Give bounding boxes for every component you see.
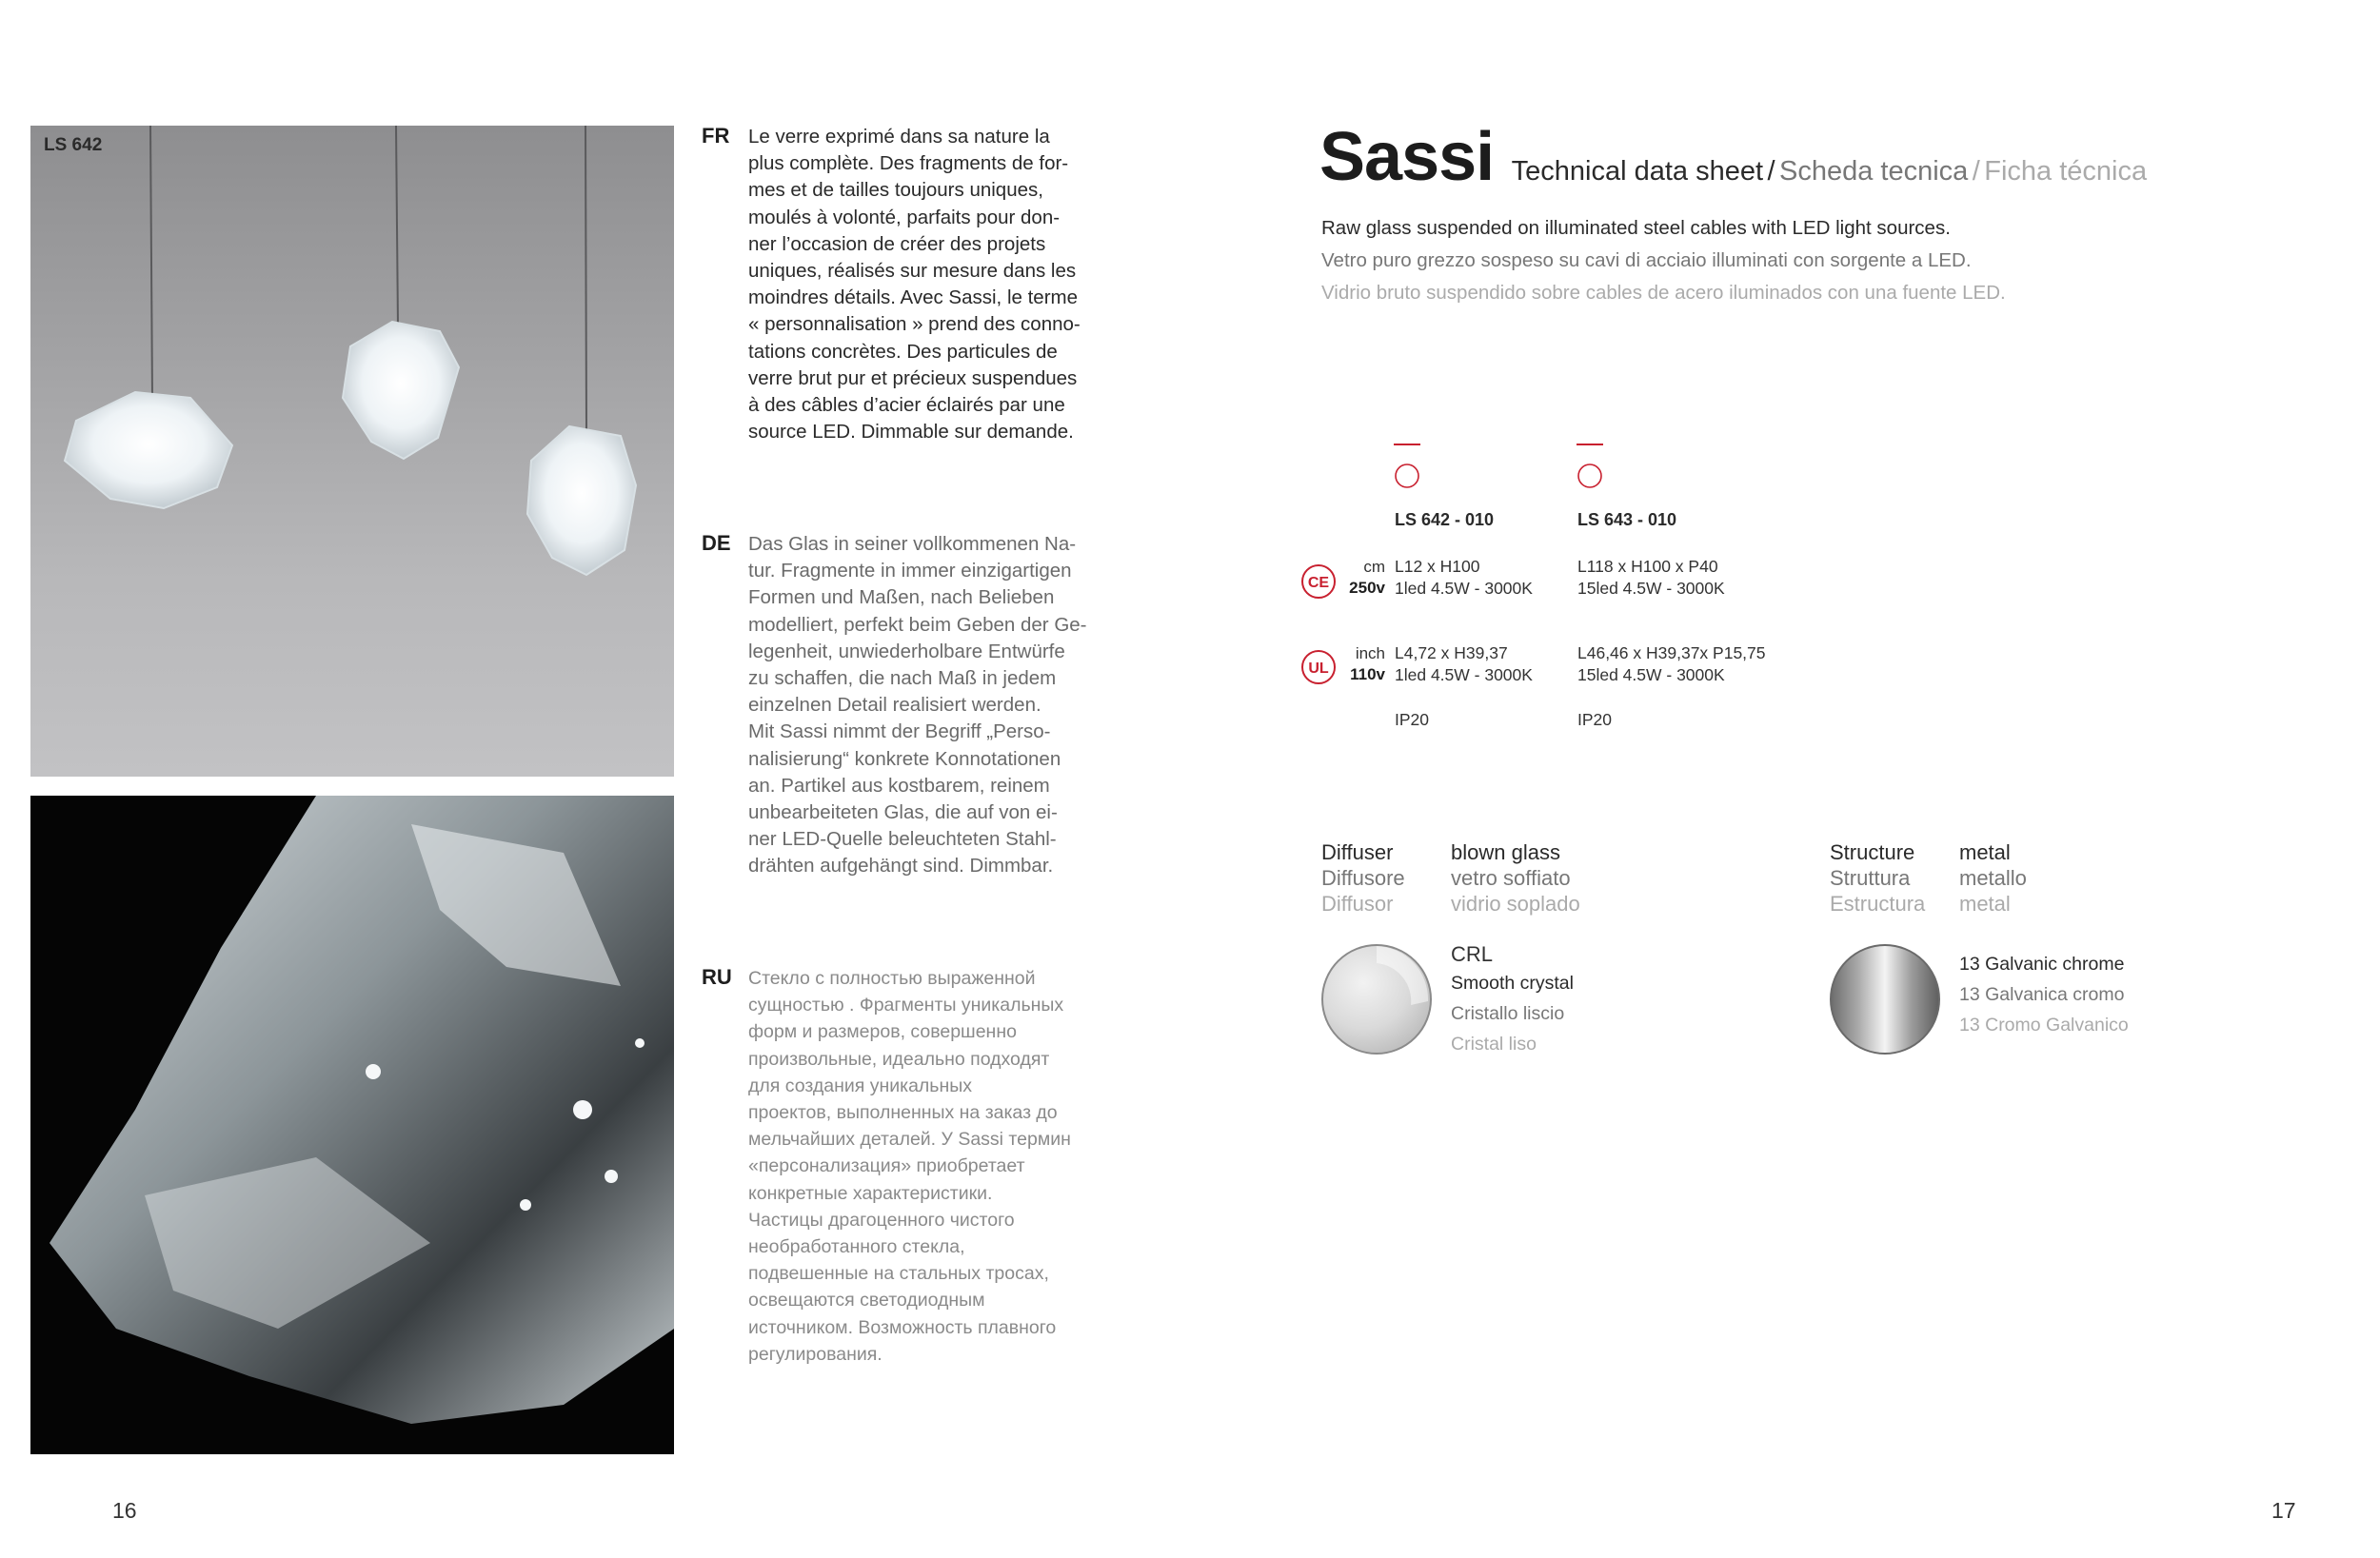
paragraph-ru (748, 965, 1110, 1368)
description-en: Raw glass suspended on illuminated steel cables with LED light sources. (1321, 217, 1951, 239)
spec-642-cm-dims: L12 x H100 (1395, 557, 1480, 576)
ul-voltage: 110v (1350, 665, 1385, 683)
spec-643-inch-led: 15led 4.5W - 3000K (1577, 665, 1725, 684)
spec-642-inch (1395, 642, 1533, 686)
paragraph-ru-line: Частицы драгоценного чистого (748, 1209, 1015, 1231)
bubble-2 (605, 1170, 618, 1183)
glass-stone-2 (343, 322, 459, 459)
ip-rating-643: IP20 (1577, 710, 1612, 729)
description-it: Vetro puro grezzo sospeso su cavi di acciaio illuminati con sorgente a LED. (1321, 249, 1972, 271)
paragraph-ru-line: регулирования. (748, 1343, 883, 1365)
diffuser-value-es: vidrio soplado (1451, 892, 1580, 916)
paragraph-ru-line: подвешенные на стальных тросах, (748, 1263, 1049, 1285)
spec-642-cm (1395, 556, 1533, 600)
paragraph-ru-line: Стекло с полностью выраженной (748, 968, 1036, 989)
model-code-643: LS 643 - 010 (1577, 510, 1677, 529)
structure-label-it: Struttura (1830, 866, 1911, 890)
paragraph-fr-line: ner l’occasion de créer des projets (748, 232, 1046, 255)
ip-rating-642: IP20 (1395, 710, 1429, 729)
paragraph-de-line: unbearbeiteten Glas, die auf von ei- (748, 801, 1058, 824)
paragraph-fr-line: moindres détails. Avec Sassi, le terme (748, 286, 1078, 309)
diffuser-value-it: vetro soffiato (1451, 866, 1571, 890)
subtitle-en: Technical data sheet (1511, 156, 1764, 187)
diffuser-labels (1321, 839, 1405, 917)
spec-642-inch-led: 1led 4.5W - 3000K (1395, 665, 1533, 684)
spec-643-inch (1577, 642, 1766, 686)
paragraph-de-line: Das Glas in seiner vollkommenen Na- (748, 533, 1077, 555)
description-es: Vidrio bruto suspendido sobre cables de acero iluminados con una fuente LED. (1321, 282, 2006, 304)
ul-unit: inch (1355, 644, 1385, 662)
lang-label-de: DE (702, 531, 731, 555)
glass-stone-3 (527, 426, 636, 575)
lang-label-ru: RU (702, 965, 732, 989)
pendant-lamps-photo (30, 126, 674, 777)
chrome-name-it: 13 Galvanica cromo (1959, 984, 2125, 1005)
paragraph-fr-line: Le verre exprimé dans sa nature la (748, 126, 1050, 148)
structure-values (1959, 839, 2027, 917)
bubble-4 (366, 1064, 381, 1079)
bubble-5 (635, 1038, 645, 1048)
crystal-swatch-text (1451, 942, 1574, 1055)
paragraph-de-line: einzelnen Detail realisiert werden. (748, 694, 1041, 717)
ce-unit: cm (1363, 558, 1385, 576)
spec-643-cm-led: 15led 4.5W - 3000K (1577, 579, 1725, 598)
glass-closeup-illustration (30, 796, 674, 1454)
bubble-3 (520, 1199, 531, 1211)
crystal-code: CRL (1451, 942, 1494, 966)
svg-text:CE: CE (1307, 575, 1330, 591)
structure-label-en: Structure (1830, 840, 1915, 864)
paragraph-ru-line: необработанного стекла, (748, 1236, 965, 1258)
pendant-cluster-icon (1575, 442, 1605, 489)
cable-1 (150, 126, 152, 402)
photo-tag: LS 642 (44, 135, 103, 155)
spec-643-cm (1577, 556, 1725, 600)
crystal-swatch (1319, 942, 1434, 1056)
svg-text:UL: UL (1308, 661, 1329, 677)
lang-label-fr: FR (702, 124, 730, 148)
crystal-name-en: Smooth crystal (1451, 973, 1574, 994)
paragraph-fr (748, 124, 1093, 445)
paragraph-fr-line: plus complète. Des fragments de for- (748, 152, 1069, 175)
paragraph-fr-line: mes et de tailles toujours uniques, (748, 179, 1043, 202)
paragraph-ru-line: для создания уникальных (748, 1075, 972, 1096)
paragraph-ru-line: «персонализация» приобретает (748, 1155, 1025, 1177)
paragraph-de-line: Formen und Maßen, nach Belieben (748, 586, 1055, 609)
page-number-left: 16 (112, 1498, 137, 1523)
cable-2 (396, 126, 398, 327)
structure-label-es: Estructura (1830, 892, 1926, 916)
paragraph-de-line: tur. Fragmente in immer einzigartigen (748, 560, 1072, 582)
page-number-right: 17 (2271, 1498, 2296, 1523)
structure-value-it: metallo (1959, 866, 2027, 890)
paragraph-fr-line: verre brut pur et précieux suspendues (748, 366, 1078, 389)
paragraph-ru-line: освещаются светодиодным (748, 1290, 985, 1311)
cable-3 (585, 126, 586, 432)
structure-labels (1830, 839, 1925, 917)
paragraph-fr-line: « personnalisation » prend des conno- (748, 313, 1081, 336)
spec-643-inch-dims: L46,46 x H39,37x P15,75 (1577, 643, 1766, 662)
paragraph-ru-line: сущностью . Фрагменты уникальных (748, 995, 1064, 1016)
paragraph-de-line: zu schaffen, die nach Maß in jedem (748, 667, 1057, 690)
paragraph-de-line: drähten aufgehängt sind. Dimmbar. (748, 855, 1054, 878)
paragraph-ru-line: мельчайших деталей. У Sassi термин (748, 1129, 1071, 1151)
crystal-name-it: Cristallo liscio (1451, 1003, 1565, 1024)
page-title (1319, 118, 2147, 196)
subtitle-es: Ficha técnica (1984, 156, 2148, 187)
paragraph-de-line: nalisierung“ konkrete Konnotationen (748, 747, 1061, 770)
paragraph-fr-line: tations concrètes. Des particules de (748, 340, 1058, 363)
subtitle-sep-1: / (1767, 156, 1775, 187)
diffuser-label-es: Diffusor (1321, 892, 1394, 916)
paragraph-fr-line: à des câbles d’acier éclairés par une (748, 394, 1065, 417)
paragraph-fr-line: source LED. Dimmable sur demande. (748, 421, 1074, 444)
product-name: Sassi (1319, 119, 1495, 195)
structure-value-es: metal (1959, 892, 2011, 916)
ce-voltage: 250v (1349, 579, 1385, 597)
chrome-swatch (1828, 942, 1942, 1056)
paragraph-de-line: ner LED-Quelle beleuchteten Stahl- (748, 828, 1057, 851)
paragraph-ru-line: произвольные, идеально подходят (748, 1048, 1050, 1070)
paragraph-de-line: an. Partikel aus kostbarem, reinem (748, 774, 1050, 797)
diffuser-values (1451, 839, 1580, 917)
glass-closeup-photo (30, 796, 674, 1454)
diffuser-label-en: Diffuser (1321, 840, 1394, 864)
paragraph-de-line: modelliert, perfekt beim Geben der Ge- (748, 613, 1087, 636)
crystal-name-es: Cristal liso (1451, 1034, 1537, 1055)
bubble-1 (573, 1100, 592, 1119)
subtitle-sep-2: / (1972, 156, 1980, 187)
subtitle-it: Scheda tecnica (1778, 156, 1969, 187)
chrome-swatch-text (1959, 954, 2129, 1036)
glass-stone-1 (65, 392, 232, 508)
paragraph-ru-line: конкретные характеристики. (748, 1182, 993, 1204)
model-code-642: LS 642 - 010 (1395, 510, 1495, 529)
paragraph-ru-line: форм и размеров, совершенно (748, 1021, 1017, 1043)
chrome-name-es: 13 Cromo Galvanico (1959, 1015, 2129, 1035)
paragraph-fr-line: moulés à volonté, parfaits pour don- (748, 206, 1061, 228)
pendant-single-icon (1392, 442, 1422, 489)
spec-642-inch-dims: L4,72 x H39,37 (1395, 643, 1508, 662)
spec-642-cm-led: 1led 4.5W - 3000K (1395, 579, 1533, 598)
paragraph-ru-line: источником. Возможность плавного (748, 1316, 1057, 1338)
diffuser-label-it: Diffusore (1321, 866, 1405, 890)
spec-643-cm-dims: L118 x H100 x P40 (1577, 557, 1718, 576)
paragraph-de-line: legenheit, unwiederholbare Entwürfe (748, 640, 1065, 662)
paragraph-ru-line: проектов, выполненных на заказ до (748, 1102, 1058, 1124)
structure-value-en: metal (1959, 840, 2011, 864)
paragraph-fr-line: uniques, réalisés sur mesure dans les (748, 260, 1077, 283)
paragraph-de (748, 531, 1093, 880)
chrome-name-en: 13 Galvanic chrome (1959, 954, 2125, 975)
diffuser-value-en: blown glass (1451, 840, 1560, 864)
pendant-lamps-illustration (30, 126, 674, 777)
paragraph-de-line: Mit Sassi nimmt der Begriff „Perso- (748, 720, 1051, 743)
